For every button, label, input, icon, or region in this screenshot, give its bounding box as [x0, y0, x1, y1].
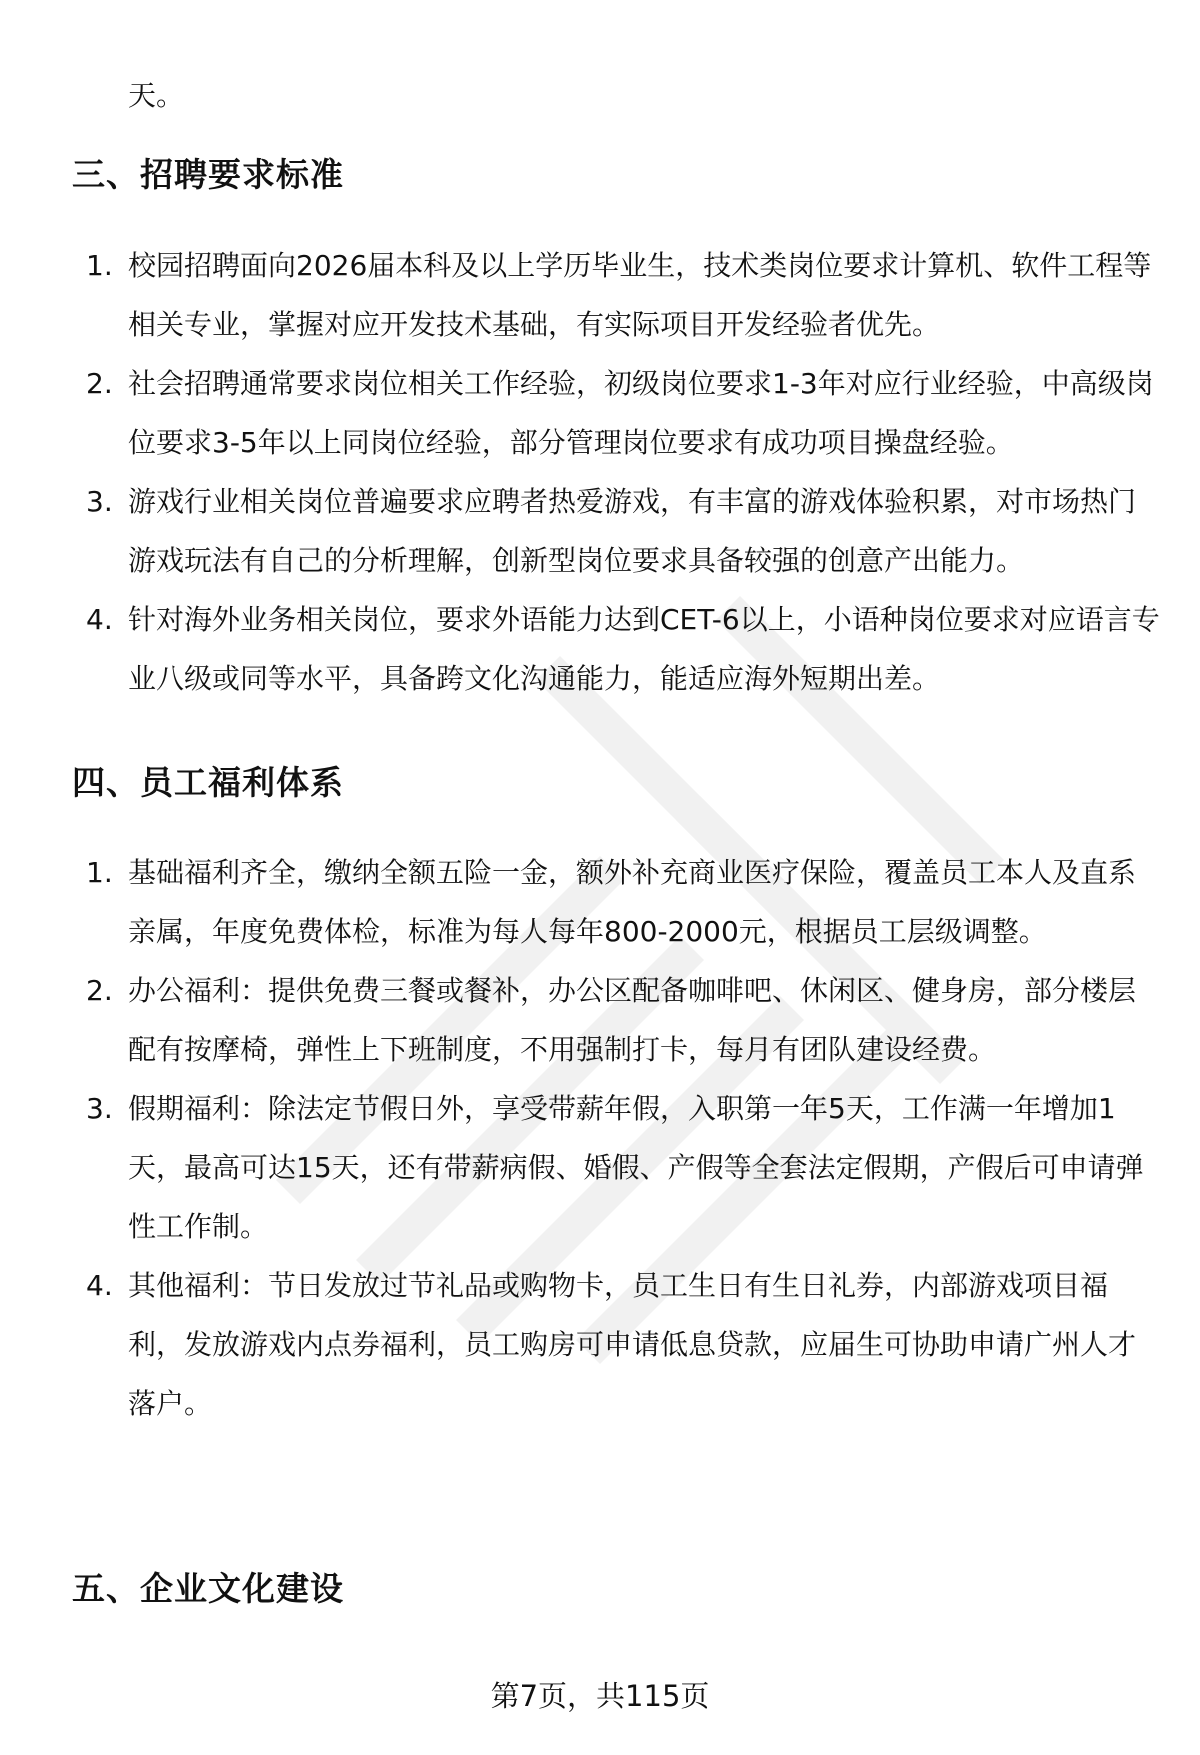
- list-item-text: 社会招聘通常要求岗位相关工作经验，初级岗位要求1-3年对应行业经验，中高级岗位要求3-5年以上同岗位经验，部分管理岗位要求有成功项目操盘经验。: [128, 367, 1154, 459]
- list-item: [72, 472, 1162, 590]
- list-item: [72, 843, 1162, 961]
- page-number-footer: 第7页，共115页: [490, 1679, 710, 1713]
- list-item-number: 3.: [86, 485, 113, 518]
- list-item: [72, 354, 1162, 472]
- list-item: [72, 236, 1162, 354]
- continuation-text: 天。: [128, 79, 185, 112]
- list-item: [72, 590, 1162, 708]
- list-item-number: 2.: [86, 367, 113, 400]
- list-item-number: 4.: [86, 603, 113, 636]
- list-item-number: 2.: [86, 974, 113, 1007]
- list-item-text: 游戏行业相关岗位普遍要求应聘者热爱游戏，有丰富的游戏体验积累，对市场热门游戏玩法有自己的分析理解，创新型岗位要求具备较强的创意产出能力。: [128, 485, 1137, 577]
- list-item-number: 1.: [86, 249, 113, 282]
- recruitment-requirements-list: [72, 236, 1162, 708]
- section-title-recruitment-requirements: 三、招聘要求标准: [72, 155, 344, 194]
- section-title-corporate-culture: 五、企业文化建设: [72, 1569, 344, 1608]
- list-item-text: 校园招聘面向2026届本科及以上学历毕业生，技术类岗位要求计算机、软件工程等相关专业，掌握对应开发技术基础，有实际项目开发经验者优先。: [128, 249, 1152, 341]
- section-title-employee-benefits: 四、员工福利体系: [72, 763, 344, 802]
- list-item-text: 其他福利：节日发放过节礼品或购物卡，员工生日有生日礼券，内部游戏项目福利，发放游戏内点券福利，员工购房可申请低息贷款，应届生可协助申请广州人才落户。: [128, 1269, 1137, 1420]
- list-item-text: 办公福利：提供免费三餐或餐补，办公区配备咖啡吧、休闲区、健身房，部分楼层配有按摩椅，弹性上下班制度，不用强制打卡，每月有团队建设经费。: [128, 974, 1137, 1066]
- list-item-text: 针对海外业务相关岗位，要求外语能力达到CET-6以上，小语种岗位要求对应语言专业八级或同等水平，具备跨文化沟通能力，能适应海外短期出差。: [128, 603, 1160, 695]
- list-item-number: 1.: [86, 856, 113, 889]
- list-item-text: 基础福利齐全，缴纳全额五险一金，额外补充商业医疗保险，覆盖员工本人及直系亲属，年度免费体检，标准为每人每年800-2000元，根据员工层级调整。: [128, 856, 1137, 948]
- list-item-number: 3.: [86, 1092, 113, 1125]
- list-item: [72, 1256, 1162, 1433]
- list-item: [72, 1079, 1162, 1256]
- list-item-number: 4.: [86, 1269, 113, 1302]
- list-item-text: 假期福利：除法定节假日外，享受带薪年假，入职第一年5天，工作满一年增加1天，最高可达15天，还有带薪病假、婚假、产假等全套法定假期，产假后可申请弹性工作制。: [128, 1092, 1144, 1243]
- list-item: [72, 961, 1162, 1079]
- employee-benefits-list: [72, 843, 1162, 1433]
